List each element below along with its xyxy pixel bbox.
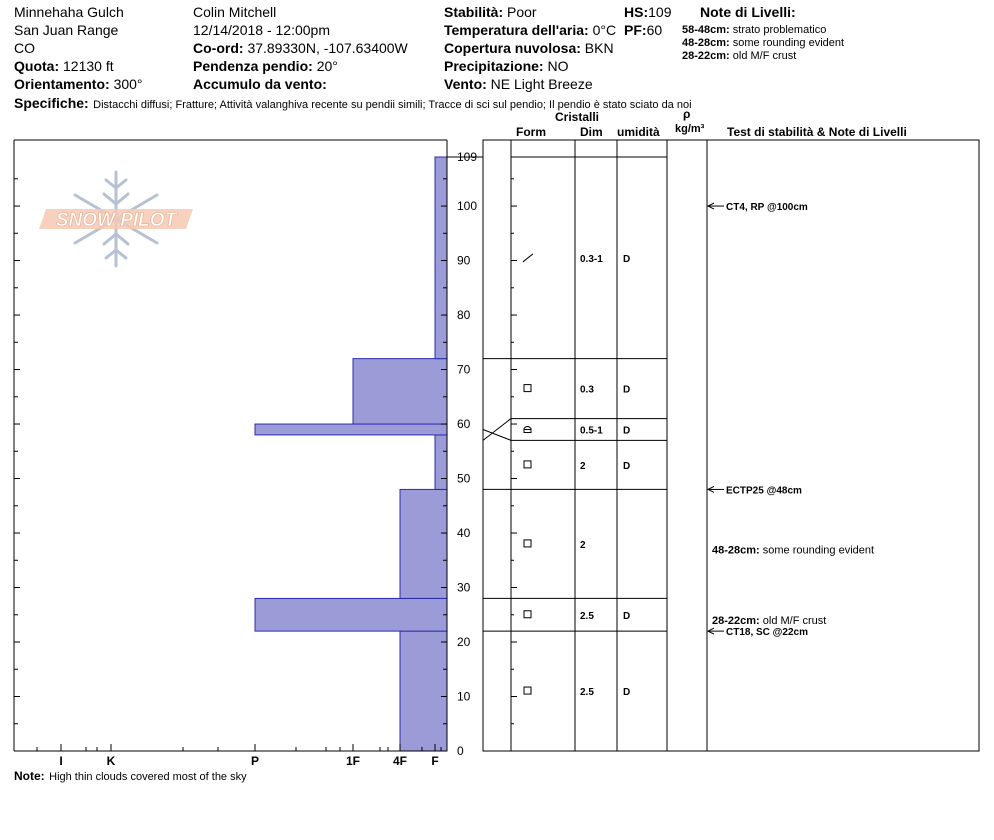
hardness-bar	[400, 631, 447, 751]
grain-square-icon	[524, 461, 531, 468]
wind-label: Vento:	[444, 76, 487, 92]
side-note-text: old M/F crust	[762, 615, 827, 628]
elevation-value: 12130 ft	[63, 58, 114, 74]
grain-size-label: 2	[580, 539, 586, 551]
hs-label: HS:	[624, 4, 649, 20]
grain-size-label: 0.3	[580, 384, 594, 396]
density-unit-header: kg/m³	[675, 123, 705, 135]
side-note-range: 48-28cm:	[712, 544, 763, 557]
cloud-label: Copertura nuvolosa:	[444, 40, 581, 56]
hardness-bar	[255, 424, 447, 435]
hardness-tick-label: 4F	[392, 754, 408, 768]
wind-value: NE Light Breeze	[490, 76, 593, 92]
state: CO	[14, 40, 35, 56]
moisture-label: D	[623, 460, 631, 472]
aspect-value: 300°	[113, 76, 143, 92]
moisture-label: D	[623, 425, 631, 437]
crystals-header: Cristalli	[555, 110, 600, 124]
depth-tick-label: 90	[457, 253, 471, 268]
hardness-tick-label: K	[106, 754, 116, 768]
depth-tick-label: 20	[457, 635, 471, 650]
depth-tick-label: 30	[457, 580, 471, 595]
depth-tick-label: 50	[457, 471, 471, 486]
layer-note-range: 58-48cm:	[682, 24, 730, 36]
grain-square-icon	[524, 385, 531, 392]
logo-text: SNOW PILOT	[55, 210, 177, 231]
depth-tick-label: 100	[457, 199, 478, 214]
layer-note-text: strato problematico	[732, 24, 827, 36]
air-temp-value: 0°C	[592, 22, 617, 38]
elevation-label: Quota:	[14, 58, 60, 74]
observer: Colin Mitchell	[193, 4, 277, 20]
hardness-bar	[435, 435, 447, 489]
layer-note-text: some rounding evident	[732, 37, 845, 49]
grain-slash-icon	[523, 254, 533, 262]
hardness-bar	[400, 489, 447, 598]
layers-panel-frame	[483, 140, 979, 751]
pf-value: 60	[646, 22, 663, 38]
moisture-header: umidità	[617, 125, 660, 139]
hardness-bar	[435, 157, 447, 359]
side-note	[712, 615, 826, 627]
hardness-bar	[255, 598, 447, 631]
stability-test-label: CT4, RP @100cm	[726, 202, 808, 214]
note-label: Note:	[14, 769, 45, 783]
grain-square-icon	[524, 687, 531, 694]
grain-size-label: 2.5	[580, 610, 594, 622]
snowpilot-logo	[39, 172, 193, 266]
grain-square-icon	[524, 540, 531, 547]
range: San Juan Range	[14, 22, 119, 38]
depth-tick-label: 109	[457, 150, 478, 164]
slope-value: 20°	[316, 58, 338, 74]
moisture-label: D	[623, 384, 631, 396]
size-header: Dim	[580, 125, 603, 139]
side-note-range: 28-22cm:	[712, 615, 763, 628]
coord-value: 37.89330N, -107.63400W	[247, 40, 408, 56]
hardness-tick-label: P	[250, 754, 260, 768]
moisture-label: D	[623, 253, 631, 265]
grain-size-label: 0.5-1	[580, 425, 603, 437]
grain-square-icon	[524, 611, 531, 618]
grain-size-label: 0.3-1	[580, 253, 603, 265]
rho-header: ρ	[683, 107, 691, 121]
hardness-bar	[353, 359, 447, 424]
depth-tick-label: 60	[457, 417, 471, 432]
layer-note-text: old M/F crust	[732, 50, 797, 62]
air-temp-label: Temperatura dell'aria:	[444, 22, 589, 38]
grain-size-label: 2.5	[580, 687, 594, 699]
depth-tick-label: 40	[457, 526, 471, 541]
footer-note	[14, 768, 247, 784]
precip-value: NO	[547, 58, 569, 74]
stability-test-label: CT18, SC @22cm	[726, 627, 809, 639]
tests-notes-header: Test di stabilità & Note di Livelli	[727, 125, 907, 139]
hardness-tick-label: I	[59, 754, 63, 768]
slope-label: Pendenza pendio:	[193, 58, 313, 74]
specifics-label: Specifiche:	[14, 95, 89, 111]
aspect-label: Orientamento:	[14, 76, 110, 92]
depth-tick-label: 10	[457, 689, 471, 704]
depth-tick-label: 0	[457, 744, 464, 758]
stability-label: Stabilità:	[444, 4, 504, 20]
layer-note-range: 28-22cm:	[682, 50, 730, 62]
cloud-value: BKN	[584, 40, 614, 56]
hardness-tick-label: 1F	[345, 754, 361, 768]
note-text: High thin clouds covered most of the sky	[49, 771, 247, 783]
datetime: 12/14/2018 - 12:00pm	[193, 22, 330, 38]
coord-label: Co-ord:	[193, 40, 244, 56]
grain-size-label: 2	[580, 460, 586, 472]
precip-label: Precipitazione:	[444, 58, 544, 74]
pf-label: PF:	[624, 22, 647, 38]
specifics-text: Distacchi diffusi; Fratture; Attività valanghiva recente su pendii simili; Tracce di sci sul pendio; Il pendio è stato sciato da noi	[93, 99, 692, 111]
layer-connector	[483, 429, 511, 440]
side-note-text: some rounding evident	[762, 544, 875, 557]
depth-tick-label: 70	[457, 362, 471, 377]
layer-note-range: 48-28cm:	[682, 37, 730, 49]
form-header: Form	[516, 125, 546, 139]
moisture-label: D	[623, 610, 631, 622]
side-note	[712, 544, 874, 556]
stability-test-label: ECTP25 @48cm	[726, 485, 802, 497]
hs-value: 109	[648, 4, 672, 20]
moisture-label: D	[623, 687, 631, 699]
location: Minnehaha Gulch	[14, 4, 124, 20]
hardness-tick-label: F	[431, 754, 439, 768]
stability-value: Poor	[507, 4, 537, 20]
layer-connector	[483, 419, 511, 441]
layer-notes-title: Note di Livelli:	[700, 4, 796, 20]
grain-cup-icon	[524, 426, 531, 432]
depth-tick-label: 80	[457, 308, 471, 323]
wind-load-label: Accumulo da vento:	[193, 76, 327, 92]
